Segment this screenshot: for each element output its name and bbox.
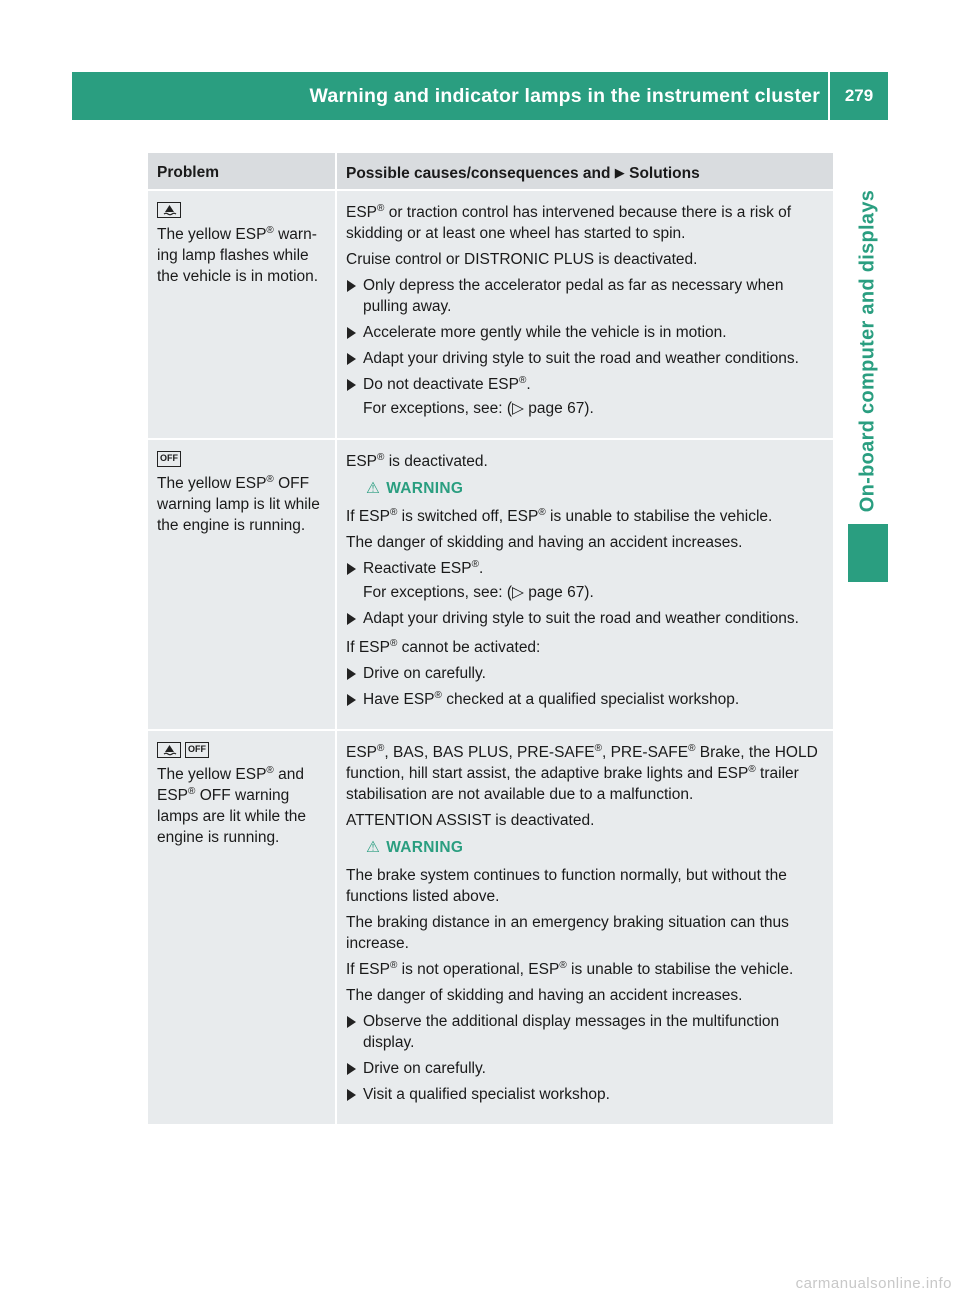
arrow-icon: ▷ bbox=[512, 584, 524, 601]
esp-off-icon: OFF bbox=[157, 451, 181, 467]
list-item: Observe the additional display messages in the multifunction display. bbox=[346, 1011, 827, 1053]
esp-skid-icon bbox=[157, 202, 181, 218]
list-item: Accelerate more gently while the vehicle is in motion. bbox=[346, 322, 827, 343]
list-item: Drive on carefully. bbox=[346, 1058, 827, 1079]
problem-text: The yellow ESP® OFF warning lamp is lit while the engine is running. bbox=[157, 473, 320, 534]
header-solutions-pre: Possible causes/consequences and bbox=[346, 165, 611, 182]
page-number: 279 bbox=[844, 86, 874, 105]
problem-cell bbox=[148, 440, 335, 729]
table-row bbox=[148, 189, 833, 438]
warning-label: ⚠ WARNING bbox=[366, 839, 464, 856]
esp-off-icon: OFF bbox=[185, 742, 209, 758]
page-reference: For exceptions, see: (▷ page 67). bbox=[363, 584, 594, 601]
warning-label: ⚠ WARNING bbox=[366, 480, 464, 497]
side-tab bbox=[848, 120, 888, 582]
list-item: Only depress the accelerator pedal as far as necessary when pulling away. bbox=[346, 275, 827, 317]
warning-icon: ⚠ bbox=[366, 839, 381, 856]
header-title: Warning and indicator lamps in the instrument cluster bbox=[309, 85, 820, 107]
list-item: Adapt your driving style to suit the road and weather conditions. bbox=[346, 608, 827, 629]
list-item: Visit a qualified specialist workshop. bbox=[346, 1084, 827, 1105]
problem-cell bbox=[148, 731, 335, 1124]
header-solutions bbox=[335, 153, 833, 189]
problem-text: The yellow ESP® and ESP® OFF warning lamps are lit while the engine is running. bbox=[157, 764, 307, 846]
page-reference: For exceptions, see: (▷ page 67). bbox=[363, 400, 594, 417]
arrow-icon: ▷ bbox=[512, 400, 524, 417]
esp-skid-icon bbox=[157, 742, 181, 758]
solutions-cell: ESP® is deactivated. ⚠ WARNING If ESP® is switched off, ESP® is unable to stabilise the vehicle. The danger of skidding and having an accident increases. Reactivate ESP®. For exceptions, see: (▷ page 67). Adapt your driving style to suit the road and weather conditions. If ESP® cannot be activated: Drive on carefully. Have ESP® checked at a qualified specialist workshop. bbox=[335, 440, 833, 729]
table-row bbox=[148, 729, 833, 1124]
side-tab-block bbox=[848, 524, 888, 582]
problem-cell bbox=[148, 191, 335, 438]
solutions-cell: ESP®, BAS, BAS PLUS, PRE-SAFE®, PRE-SAFE® Brake, the HOLD function, hill start assist, the adaptive brake lights and ESP® trailer stabilisation are not available due to a malfunction. ATTENTION ASSIST is deactivated. ⚠ WARNING The brake system continues to function normally, but without the functions listed above. The braking distance in an emergency braking situation can thus increase. If ESP® is not operational, ESP® is unable to stabilise the vehicle. The danger of skidding and having an accident increases. Observe the additional display messages in the multifunction display. Drive on carefully. Visit a qualified specialist workshop. bbox=[335, 731, 833, 1124]
header-problem: Problem bbox=[157, 164, 220, 181]
list-item: Have ESP® checked at a qualified specialist workshop. bbox=[346, 689, 827, 710]
watermark: carmanualsonline.info bbox=[795, 1275, 952, 1292]
problem-table bbox=[148, 153, 833, 1124]
header-solutions-post: Solutions bbox=[629, 165, 700, 182]
play-icon: ▶ bbox=[614, 165, 625, 180]
warning-icon: ⚠ bbox=[366, 480, 381, 497]
table-row bbox=[148, 438, 833, 729]
list-item: Reactivate ESP®. bbox=[346, 558, 827, 579]
page-header bbox=[72, 72, 888, 120]
list-item: Do not deactivate ESP®. bbox=[346, 374, 827, 395]
problem-text: The yellow ESP® warn- ing lamp flashes while the vehicle is in motion. bbox=[157, 224, 319, 285]
list-item: Adapt your driving style to suit the road and weather conditions. bbox=[346, 348, 827, 369]
solutions-cell: ESP® or traction control has intervened because there is a risk of skidding or at least one wheel has started to spin. Cruise control or DISTRONIC PLUS is deactivated. Only depress the accelerator pedal as far as necessary when pulling away. Accelerate more gently while the vehicle is in motion. Adapt your driving style to suit the road and weather conditions. Do not deactivate ESP®. For exceptions, see: (▷ page 67). bbox=[335, 191, 833, 438]
list-item: Drive on carefully. bbox=[346, 663, 827, 684]
side-tab-label: On-board computer and displays bbox=[856, 189, 879, 513]
table-header bbox=[148, 153, 833, 189]
